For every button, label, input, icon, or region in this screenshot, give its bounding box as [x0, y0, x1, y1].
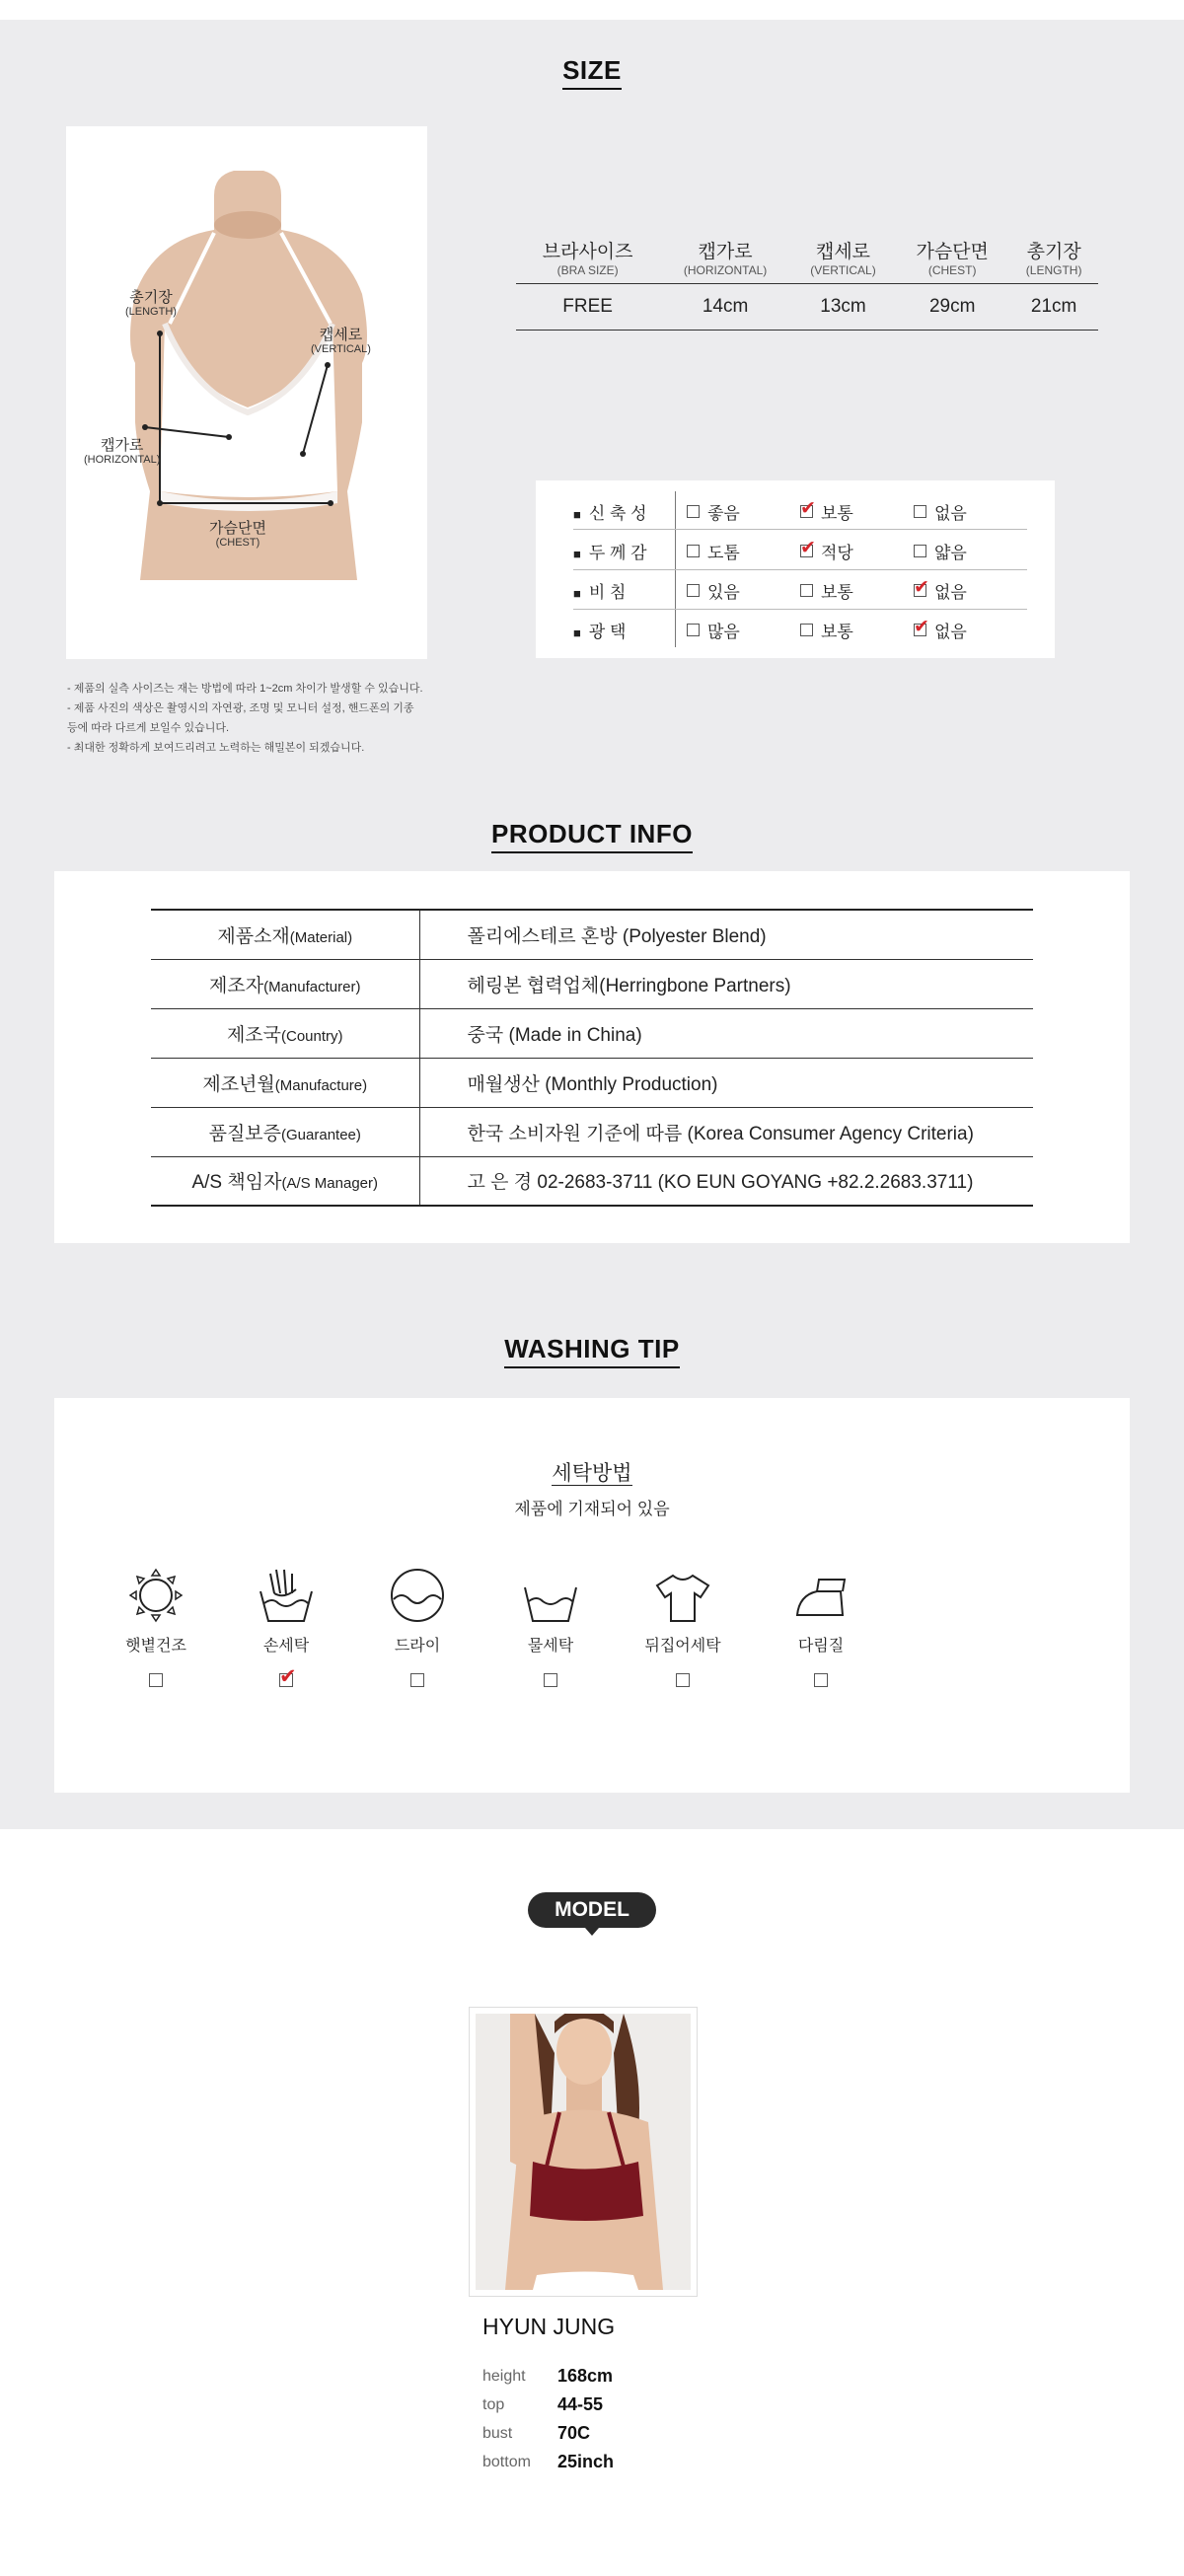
wash-item	[496, 1566, 605, 1692]
note-line: - 제품 사진의 색상은 촬영시의 자연광, 조명 및 모니터 설정, 핸드폰의 기종	[67, 702, 414, 714]
checkbox-icon	[687, 624, 700, 636]
size-cell: 14cm	[659, 284, 791, 331]
info-key	[151, 1156, 419, 1206]
wash-item	[102, 1566, 210, 1692]
size-cell: 13cm	[791, 284, 895, 331]
info-row	[151, 1008, 1033, 1058]
length-annotation: 총기장 (LENGTH)	[125, 289, 177, 318]
checkbox-icon	[687, 545, 700, 557]
info-key	[151, 1058, 419, 1107]
wash-label: 드라이	[394, 1638, 441, 1655]
checked-box-icon	[800, 545, 813, 557]
spec-value: 70C	[557, 2423, 591, 2443]
feel-row	[573, 531, 1027, 570]
spec-key: height	[482, 2367, 526, 2385]
size-header: 가슴단면 (CHEST)	[895, 242, 1009, 284]
product-info-title: PRODUCT INFO	[0, 819, 1184, 853]
feel-option-label: 있음	[707, 582, 740, 602]
horizontal-annotation: 캡가로 (HORIZONTAL)	[84, 437, 161, 466]
feel-option	[914, 618, 1027, 642]
feel-row	[573, 570, 1027, 610]
info-key-ko: A/S 책임자	[191, 1172, 282, 1194]
info-key-en: (Country)	[281, 1027, 343, 1045]
info-key-en: (Manufacture)	[274, 1076, 368, 1094]
checkbox-icon	[676, 1673, 690, 1687]
info-key-ko: 제조국	[226, 1024, 282, 1046]
fabric-feel-box	[536, 480, 1055, 658]
wash-method-subtitle: 제품에 기재되어 있음	[514, 1500, 670, 1518]
spec-key: top	[482, 2395, 505, 2413]
checkbox-icon	[914, 545, 926, 557]
checkbox-icon	[914, 505, 926, 518]
checked-box-icon	[800, 505, 813, 518]
feel-option	[800, 539, 914, 563]
feel-option-label: 없음	[934, 622, 967, 641]
size-cell: FREE	[516, 284, 659, 331]
info-key	[151, 959, 419, 1008]
product-info-box	[54, 871, 1130, 1243]
info-key-en: (Manufacturer)	[263, 978, 361, 995]
tshirt-icon	[653, 1566, 712, 1625]
info-row	[151, 1156, 1033, 1206]
wash-item	[363, 1566, 472, 1692]
feel-row	[573, 610, 1027, 649]
info-value: 중국 (Made in China)	[419, 1008, 1033, 1058]
feel-option	[800, 618, 914, 642]
feel-option	[914, 499, 1027, 524]
spec-row	[482, 2419, 614, 2448]
feel-option	[687, 578, 800, 603]
feel-option-label: 없음	[934, 582, 967, 602]
info-key	[151, 1008, 419, 1058]
size-header: 브라사이즈 (BRA SIZE)	[516, 242, 659, 284]
note-line: - 제품의 실측 사이즈는 재는 방법에 따라 1~2cm 차이가 발생할 수 있습니다.	[67, 683, 423, 695]
checkbox-icon	[410, 1673, 424, 1687]
model-badge: MODEL	[528, 1892, 656, 1928]
product-info-table	[151, 909, 1033, 1207]
wash-label: 물세탁	[527, 1638, 574, 1655]
size-notes	[67, 679, 481, 758]
checkbox-icon	[687, 505, 700, 518]
feel-label: ■ 두 께 감	[573, 539, 687, 563]
info-value: 한국 소비자원 기준에 따름 (Korea Consumer Agency Criteria)	[419, 1107, 1033, 1156]
washing-box	[54, 1398, 1130, 1793]
info-key-en: (Material)	[289, 928, 353, 946]
info-value: 매월생산 (Monthly Production)	[419, 1058, 1033, 1107]
feel-option	[800, 578, 914, 603]
size-cell: 29cm	[895, 284, 1009, 331]
iron-icon	[791, 1566, 851, 1625]
size-header: 캡세로 (VERTICAL)	[791, 242, 895, 284]
wash-label: 다림질	[797, 1638, 845, 1655]
dry-clean-icon	[388, 1566, 447, 1625]
mannequin-image	[66, 126, 427, 659]
wash-item	[232, 1566, 340, 1692]
size-section-title: SIZE	[0, 55, 1184, 90]
feel-option-label: 도톰	[707, 543, 740, 562]
spec-key: bottom	[482, 2453, 531, 2470]
checked-box-icon	[914, 624, 926, 636]
feel-row	[573, 491, 1027, 531]
info-value: 고 은 경 02-2683-3711 (KO EUN GOYANG +82.2.2683.3711)	[467, 1172, 974, 1194]
model-illustration	[476, 2014, 691, 2290]
feel-label: ■ 비 침	[573, 578, 687, 603]
note-line: - 최대한 정확하게 보여드리려고 노력하는 해밀본이 되겠습니다.	[67, 742, 365, 754]
info-key	[151, 1107, 419, 1156]
info-row	[151, 1058, 1033, 1107]
feel-option-label: 좋음	[707, 503, 740, 523]
model-photo	[470, 2008, 697, 2296]
info-key-ko: 제조자	[209, 975, 264, 996]
water-wash-icon	[521, 1566, 580, 1625]
feel-option-label: 보통	[821, 622, 853, 641]
checkbox-icon	[544, 1673, 557, 1687]
feel-option	[687, 539, 800, 563]
checked-box-icon	[914, 584, 926, 597]
spec-row	[482, 2362, 614, 2391]
checkbox-icon	[800, 584, 813, 597]
info-row	[151, 959, 1033, 1008]
wash-label: 햇볕건조	[125, 1638, 186, 1655]
feel-option	[914, 539, 1027, 563]
feel-option	[800, 499, 914, 524]
model-specs	[482, 2362, 614, 2476]
info-row	[151, 910, 1033, 959]
washing-tip-title: WASHING TIP	[0, 1334, 1184, 1368]
size-table	[516, 242, 1098, 331]
info-key-ko: 제품소재	[217, 925, 290, 947]
wash-label: 손세탁	[262, 1638, 310, 1655]
feel-option-label: 없음	[934, 503, 967, 523]
feel-option	[687, 499, 800, 524]
info-key-en: (Guarantee)	[281, 1126, 361, 1143]
size-header: 총기장 (LENGTH)	[1009, 242, 1098, 284]
spec-row	[482, 2448, 614, 2476]
info-value: 헤링본 협력업체(Herringbone Partners)	[419, 959, 1033, 1008]
checkbox-icon	[814, 1673, 828, 1687]
wash-label: 뒤집어세탁	[644, 1638, 721, 1655]
model-name: HYUN JUNG	[482, 2314, 616, 2339]
wash-method-title: 세탁방법	[552, 1462, 632, 1485]
checked-box-icon	[279, 1673, 293, 1687]
info-key-en: (A/S Manager)	[281, 1175, 378, 1193]
info-row	[151, 1107, 1033, 1156]
checkbox-icon	[800, 624, 813, 636]
spec-value: 25inch	[557, 2452, 615, 2471]
hand-wash-icon	[257, 1566, 316, 1625]
vertical-annotation: 캡세로 (VERTICAL)	[311, 327, 371, 355]
spec-row	[482, 2391, 614, 2419]
checkbox-icon	[687, 584, 700, 597]
feel-label: ■ 신 축 성	[573, 499, 687, 524]
info-key-ko: 제조년월	[202, 1073, 275, 1095]
info-key	[151, 910, 419, 959]
feel-option	[914, 578, 1027, 603]
info-key-ko: 품질보증	[208, 1123, 282, 1144]
wash-item	[767, 1566, 875, 1692]
wash-item	[629, 1566, 737, 1692]
feel-option-label: 보통	[821, 503, 853, 523]
feel-option	[687, 618, 800, 642]
chest-annotation: 가슴단면 (CHEST)	[209, 520, 266, 549]
feel-option-label: 얇음	[934, 543, 967, 562]
spec-value: 168cm	[557, 2366, 614, 2386]
feel-option-label: 많음	[707, 622, 740, 641]
note-line: 등에 따라 다르게 보일수 있습니다.	[67, 722, 230, 734]
feel-option-label: 적당	[821, 543, 853, 562]
checkbox-icon	[149, 1673, 163, 1687]
size-row	[516, 284, 1098, 331]
spec-key: bust	[482, 2424, 513, 2442]
sun-icon	[126, 1566, 185, 1625]
feel-label: ■ 광 택	[573, 618, 687, 642]
size-cell: 21cm	[1009, 284, 1098, 331]
mannequin-illustration	[66, 126, 427, 659]
spec-value: 44-55	[557, 2394, 604, 2414]
feel-option-label: 보통	[821, 582, 853, 602]
size-header: 캡가로 (HORIZONTAL)	[659, 242, 791, 284]
info-value: 폴리에스테르 혼방 (Polyester Blend)	[419, 910, 1033, 959]
